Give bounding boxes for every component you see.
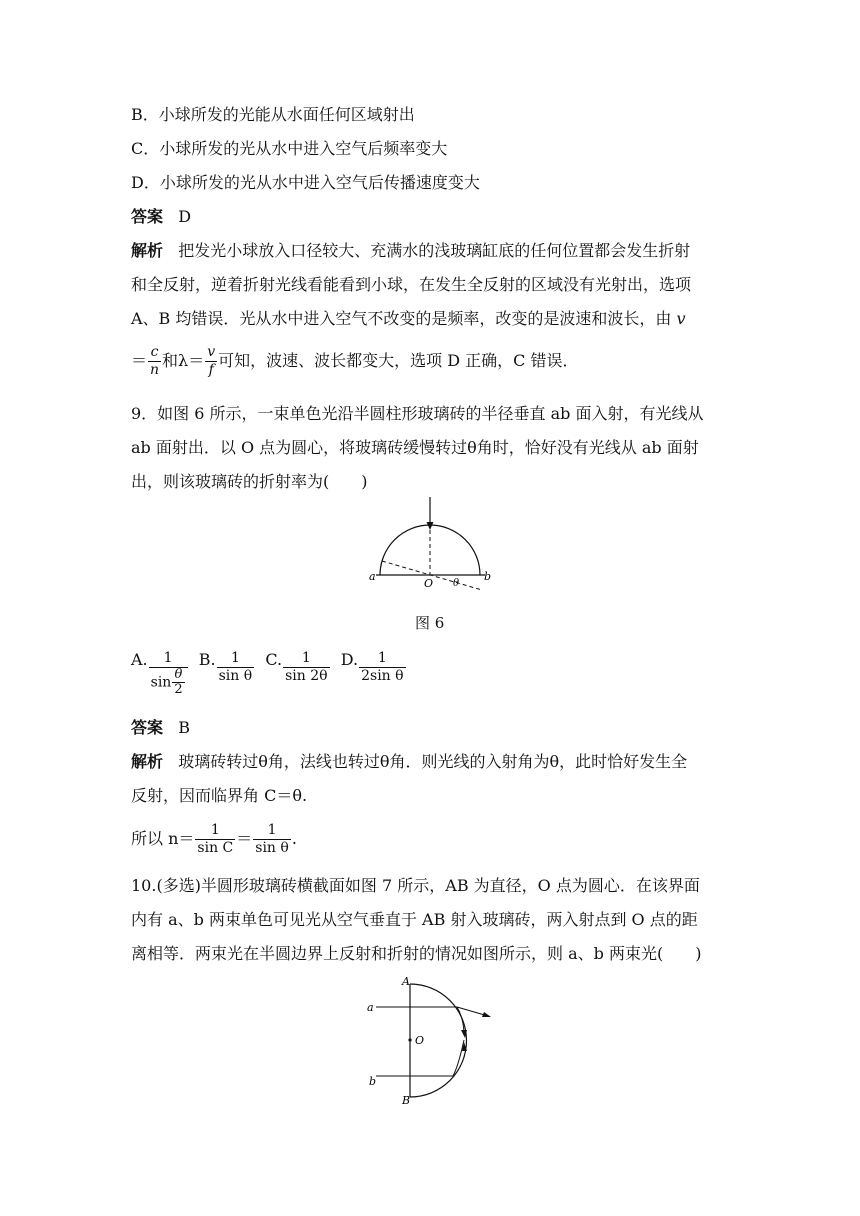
period: . <box>291 829 297 848</box>
equals-sign: ＝ <box>131 351 148 370</box>
formula-prefix: 所以 n＝ <box>131 829 195 848</box>
numerator: 1 <box>195 822 235 840</box>
explanation-8-line-1 <box>131 241 690 261</box>
label-a: a <box>367 1001 374 1014</box>
option-c-fraction <box>283 650 329 685</box>
denominator: sin C <box>197 840 234 856</box>
denominator: sin θ <box>218 668 253 684</box>
label-o: O <box>424 577 434 590</box>
explanation-label: 解析 <box>131 752 164 771</box>
denominator <box>149 668 188 697</box>
explanation-text: 玻璃砖转过θ角，法线也转过θ角．则光线的入射角为θ，此时恰好发生全 <box>178 752 688 771</box>
numerator: v <box>207 344 216 360</box>
figure-6 <box>360 492 510 602</box>
option-d-fraction <box>359 650 405 685</box>
explanation-8-line-2: 和全反射，逆着折射光线看能看到小球，在发生全反射的区域没有光射出，选项 <box>131 275 692 294</box>
center-point <box>408 1038 411 1041</box>
label-O: O <box>415 1034 425 1047</box>
denominator: 2sin θ <box>361 668 404 684</box>
sin-text: sin <box>150 674 172 691</box>
var-v: v <box>676 309 686 328</box>
denominator: f <box>208 362 214 378</box>
numerator: 1 <box>283 650 329 668</box>
answer-value: D <box>178 207 192 226</box>
option-c-label: C. <box>265 650 283 669</box>
option-a-fraction <box>149 650 188 697</box>
fraction-1-over-sintheta <box>253 822 291 857</box>
answer-9 <box>131 718 190 738</box>
explanation-text: A、B 均错误．光从水中进入空气不改变的是频率，改变的是波速和波长，由 <box>131 309 672 328</box>
theta-over-2 <box>172 668 184 697</box>
answer-value: B <box>178 718 191 737</box>
numerator: c <box>148 344 161 362</box>
fraction-v-over-f <box>205 344 217 379</box>
explanation-9-line-1 <box>131 752 687 772</box>
numerator: 1 <box>359 650 405 668</box>
option-b: B．小球所发的光能从水面任何区域射出 <box>131 105 415 124</box>
option-b-fraction <box>217 650 255 685</box>
arrow-head <box>427 522 434 530</box>
option-d: D．小球所发的光从水中进入空气后传播速度变大 <box>131 173 480 192</box>
answer-8 <box>131 207 191 227</box>
option-c: C．小球所发的光从水中进入空气后频率变大 <box>131 139 448 158</box>
explanation-9-line-2: 反射，因而临界角 C＝θ. <box>131 786 308 805</box>
arrow-head <box>482 1012 491 1017</box>
fraction-c-over-n <box>148 344 161 379</box>
explanation-8-line-3 <box>131 309 686 329</box>
question-9-line-2: ab 面射出．以 O 点为圆心，将玻璃砖缓慢转过θ角时，恰好没有光线从 ab 面射 <box>131 438 699 457</box>
explanation-text: 把发光小球放入口径较大、充满水的浅玻璃缸底的任何位置都会发生折射 <box>178 241 691 260</box>
label-A: A <box>402 975 410 988</box>
answer-label: 答案 <box>131 718 164 737</box>
question-10-line-1: 10.(多选)半圆形玻璃砖横截面如图 7 所示，AB 为直径，O 点为圆心．在该界面 <box>131 876 700 895</box>
label-B: B <box>402 1094 411 1107</box>
figure-7 <box>360 972 510 1110</box>
label-a: a <box>369 570 376 583</box>
options-9 <box>131 650 407 700</box>
question-9-line-1: 9．如图 6 所示，一束单色光沿半圆柱形玻璃砖的半径垂直 ab 面入射，有光线从 <box>131 404 704 423</box>
answer-label: 答案 <box>131 207 164 226</box>
question-9-line-3: 出，则该玻璃砖的折射率为( ) <box>131 472 368 491</box>
figure-6-caption: 图 6 <box>415 614 445 632</box>
numerator: 1 <box>217 650 255 668</box>
numerator: θ <box>172 668 184 683</box>
option-d-label: D. <box>340 650 359 669</box>
explanation-8-line-4 <box>131 344 578 379</box>
explanation-9-formula <box>131 822 297 857</box>
equals-sign: ＝ <box>236 829 253 848</box>
formula-text: 和λ＝ <box>162 351 205 370</box>
option-a-label: A. <box>131 650 148 669</box>
denominator: sin 2θ <box>285 668 328 684</box>
fraction-1-over-sinC <box>195 822 235 857</box>
label-b: b <box>369 1075 377 1088</box>
question-10-line-3: 离相等．两束光在半圆边界上反射和折射的情况如图所示，则 a、b 两束光( ) <box>131 944 702 963</box>
explanation-label: 解析 <box>131 241 164 260</box>
denominator: n <box>150 362 160 378</box>
option-b-label: B. <box>198 650 216 669</box>
question-10-line-2: 内有 a、b 两束单色可见光从空气垂直于 AB 射入玻璃砖，两入射点到 O 点的距 <box>131 910 698 929</box>
numerator: 1 <box>149 650 188 668</box>
denominator: sin θ <box>255 840 289 856</box>
numerator: 1 <box>253 822 291 840</box>
explanation-text: 可知，波速、波长都变大，选项 D 正确，C 错误． <box>218 351 579 370</box>
label-b: b <box>484 570 492 583</box>
label-theta: θ <box>453 578 460 589</box>
denominator: 2 <box>174 682 183 697</box>
